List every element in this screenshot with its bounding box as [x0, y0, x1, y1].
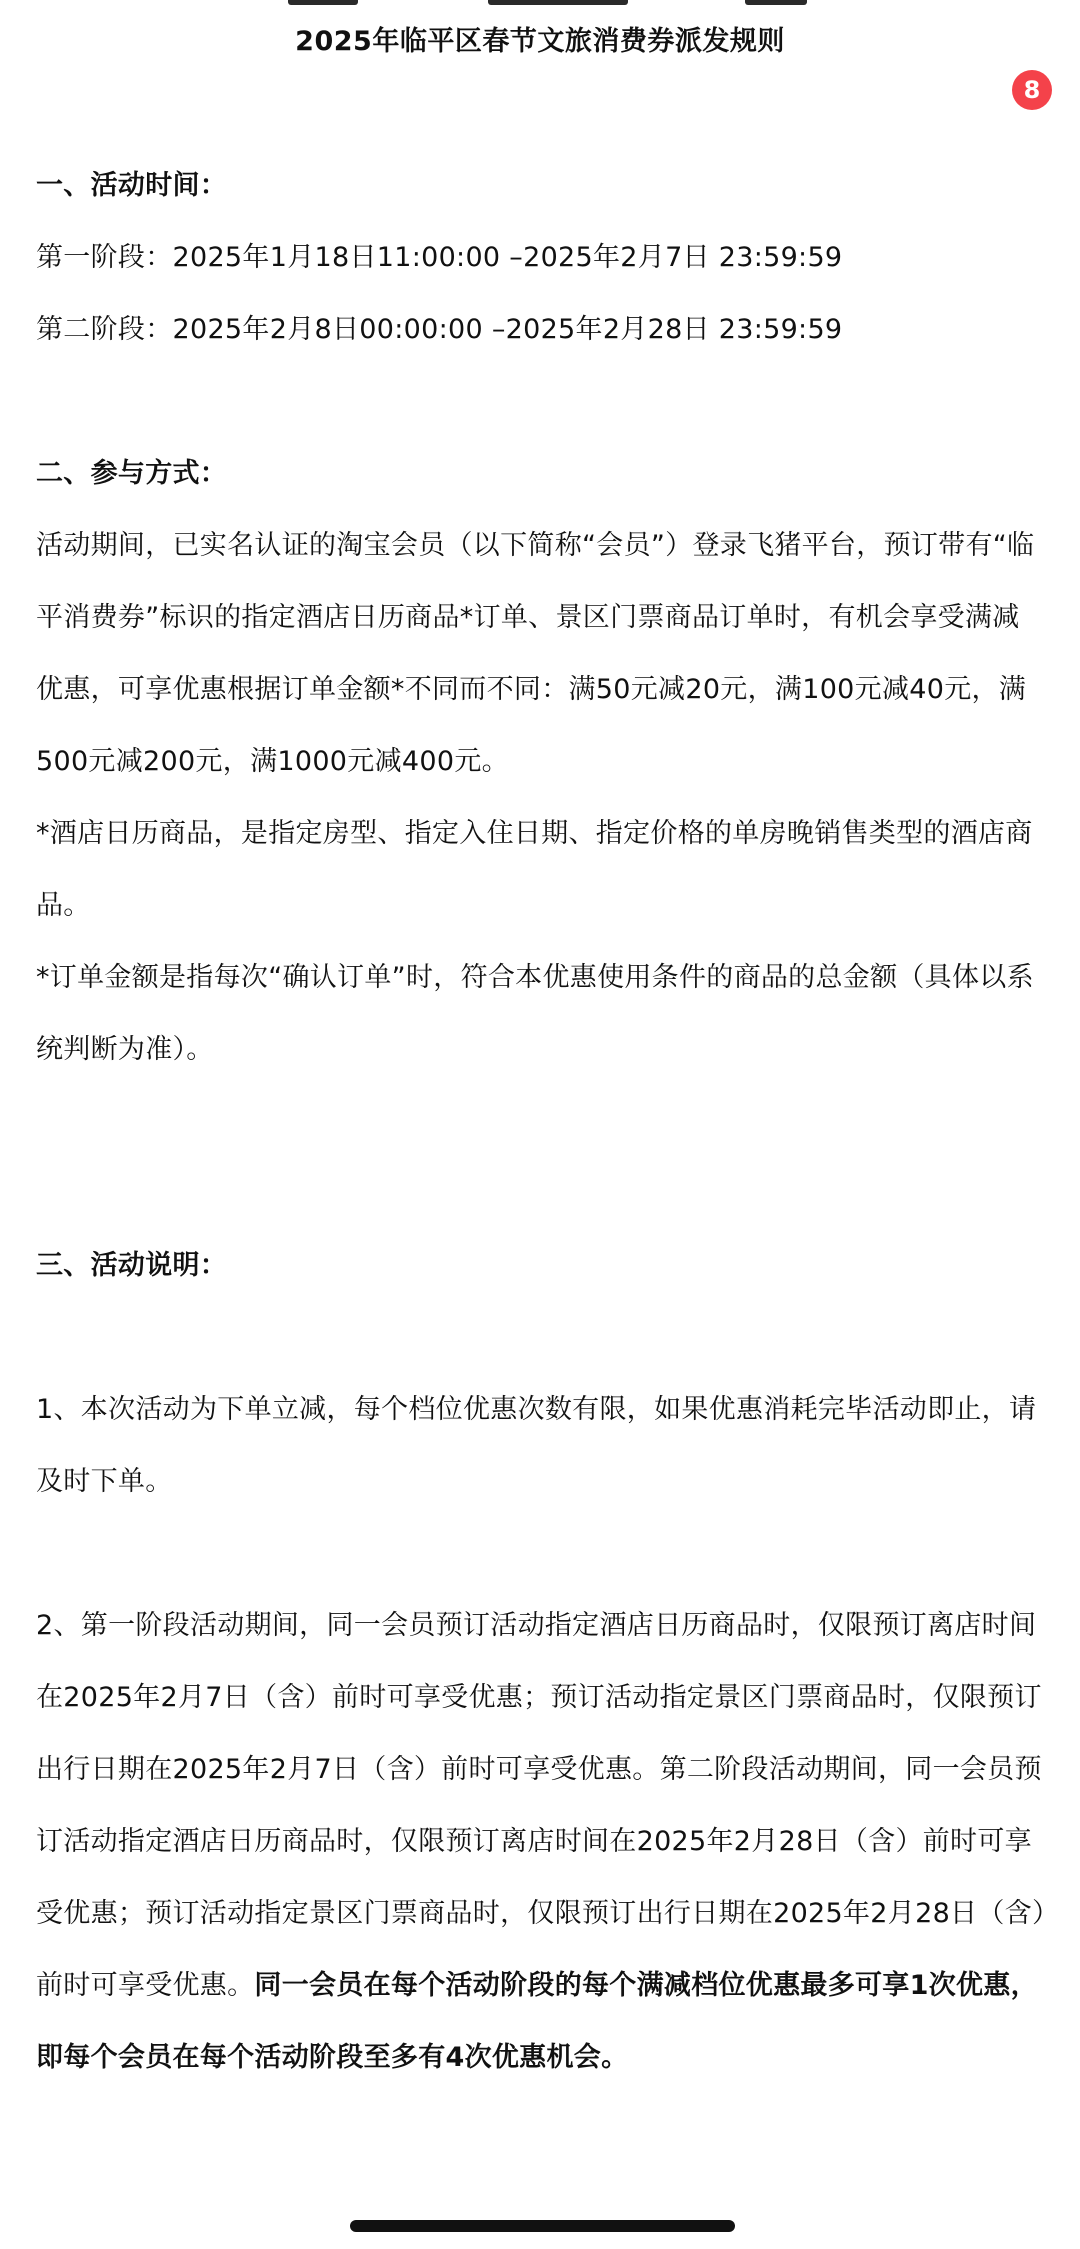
- activity-note-2: [36, 1590, 1046, 2094]
- rules-content: [36, 150, 1046, 2094]
- section-heading-participation: 二、参与方式：: [36, 458, 228, 489]
- spacer: [36, 1086, 1046, 1230]
- cropped-top-edge: [0, 0, 1080, 8]
- activity-note-1: 1、本次活动为下单立减，每个档位优惠次数有限，如果优惠消耗完毕活动即止，请及时下单。: [36, 1394, 1037, 1497]
- hotel-product-note: *酒店日历商品，是指定房型、指定入住日期、指定价格的单房晚销售类型的酒店商品。: [36, 818, 1033, 921]
- phase-one-time: 第一阶段：2025年1月18日11:00:00 –2025年2月7日 23:59:59: [36, 242, 843, 273]
- phase-two-time: 第二阶段：2025年2月8日00:00:00 –2025年2月28日 23:59:59: [36, 314, 843, 345]
- section-heading-activity-notes: 三、活动说明：: [36, 1250, 228, 1281]
- activity-note-2-text: 2、第一阶段活动期间，同一会员预订活动指定酒店日历商品时，仅限预订离店时间在2025年2月7日（含）前时可享受优惠；预订活动指定景区门票商品时，仅限预订出行日期在2025年2月7日（含）前时可享受优惠。第二阶段活动期间，同一会员预订活动指定酒店日历商品时，仅限预订离店时间在2025年2月28日（含）前时可享受优惠；预订活动指定景区门票商品时，仅限预订出行日期在2025年2月28日（含）前时可享受优惠。: [36, 1610, 1046, 2001]
- section-heading-activity-time: 一、活动时间：: [36, 170, 228, 201]
- page-title: 2025年临平区春节文旅消费券派发规则: [295, 26, 785, 57]
- notification-badge[interactable]: 8: [1012, 70, 1052, 110]
- participation-paragraph: 活动期间，已实名认证的淘宝会员（以下简称“会员”）登录飞猪平台，预订带有“临平消费券”标识的指定酒店日历商品*订单、景区门票商品订单时，有机会享受满减优惠，可享优惠根据订单金额*不同而不同：满50元减20元，满100元减40元，满500元减200元，满1000元减400元。: [36, 530, 1035, 777]
- activity-note-2-bold-text: 同一会员在每个活动阶段的每个满减档位优惠最多可享1次优惠，即每个会员在每个活动阶段至多有4次优惠机会。: [36, 1970, 1038, 2073]
- home-indicator[interactable]: [350, 2220, 735, 2232]
- spacer: [36, 1302, 1046, 1374]
- spacer: [36, 1518, 1046, 1590]
- spacer: [36, 366, 1046, 438]
- order-amount-note: *订单金额是指每次“确认订单”时，符合本优惠使用条件的商品的总金额（具体以系统判断为准）。: [36, 962, 1034, 1065]
